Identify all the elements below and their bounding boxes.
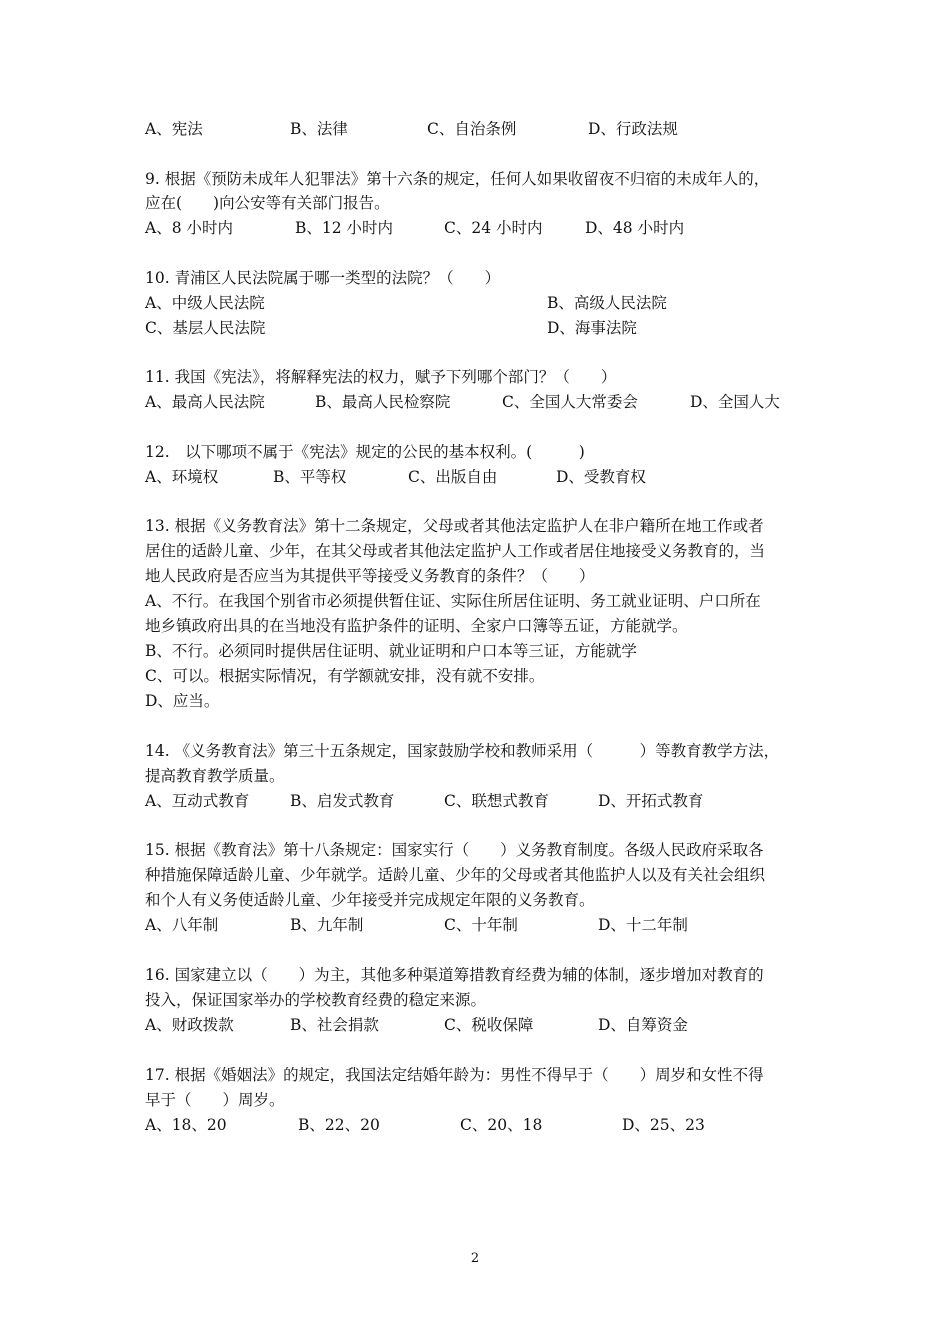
q15-text-line-3: 和个人有义务使适龄儿童、少年接受并完成规定年限的义务教育。 [145,891,595,909]
q8-option-c: C、自治条例 [427,120,517,138]
q17-text-line-1: 17. 根据《婚姻法》的规定，我国法定结婚年龄为：男性不得早于（ ）周岁和女性不得 [145,1066,764,1084]
page-number: 2 [470,1251,480,1266]
q8-option-a: A、宪法 [145,120,203,138]
q16-option-c: C、税收保障 [444,1016,534,1034]
q15-option-a: A、八年制 [145,916,219,934]
q13-option-a-line-1: A、不行。在我国个别省市必须提供暂住证、实际住所居住证明、务工就业证明、户口所在 [145,592,761,610]
q14-option-b: B、启发式教育 [290,792,395,810]
q9-option-a: A、8 小时内 [145,219,233,237]
q11-text-line-1: 11. 我国《宪法》，将解释宪法的权力，赋予下列哪个部门？（ ） [145,368,617,386]
q9-option-c: C、24 小时内 [444,219,543,237]
q12-option-a: A、环境权 [145,468,219,486]
q12-option-b: B、平等权 [273,468,347,486]
q12-option-c: C、出版自由 [408,468,498,486]
q15-text-line-2: 种措施保障适龄儿童、少年就学。适龄儿童、少年的父母或者其他监护人以及有关社会组织 [145,866,766,884]
q12-text-line-1: 12. 以下哪项不属于《宪法》规定的公民的基本权利。( ) [145,443,585,461]
q17-option-b: B、22、20 [298,1116,380,1134]
q16-option-a: A、财政拨款 [145,1016,234,1034]
q16-text-line-1: 16. 国家建立以（ ）为主，其他多种渠道筹措教育经费为辅的体制，逐步增加对教育的 [145,966,764,984]
q15-option-c: C、十年制 [444,916,518,934]
q13-option-a-line-2: 地乡镇政府出具的在当地没有监护条件的证明、全家户口簿等五证，方能就学。 [145,617,688,635]
q13-text-line-2: 居住的适龄儿童、少年，在其父母或者其他法定监护人工作或者居住地接受义务教育的，当 [145,542,766,560]
q16-option-b: B、社会捐款 [290,1016,379,1034]
q9-text-line-2: 应在( )向公安等有关部门报告。 [145,194,390,212]
q14-text-line-1: 14. 《义务教育法》第三十五条规定，国家鼓励学校和教师采用（ ）等教育教学方法， [145,742,780,760]
q15-option-b: B、九年制 [290,916,364,934]
q15-text-line-1: 15. 根据《教育法》第十八条规定：国家实行（ ）义务教育制度。各级人民政府采取各 [145,841,764,859]
q14-option-d: D、开拓式教育 [598,792,704,810]
q10-option-d: D、海事法院 [547,319,637,337]
q17-text-line-2: 早于（ ）周岁。 [145,1091,285,1109]
q11-option-b: B、最高人民检察院 [315,393,451,411]
q10-option-c: C、基层人民法院 [145,319,266,337]
q15-option-d: D、十二年制 [598,916,688,934]
q13-text-line-3: 地人民政府是否应当为其提供平等接受义务教育的条件？（ ） [145,567,595,585]
q9-option-d: D、48 小时内 [585,219,685,237]
q17-option-d: D、25、23 [622,1116,705,1134]
q13-option-c: C、可以。根据实际情况，有学额就安排，没有就不安排。 [145,667,545,685]
q17-option-c: C、20、18 [460,1116,543,1134]
q10-text-line-1: 10. 青浦区人民法院属于哪一类型的法院？（ ） [145,269,501,287]
q11-option-c: C、全国人大常委会 [502,393,638,411]
q14-option-a: A、互动式教育 [145,792,250,810]
q17-option-a: A、18、20 [145,1116,227,1134]
q16-text-line-2: 投入，保证国家举办的学校教育经费的稳定来源。 [145,991,487,1009]
q9-option-b: B、12 小时内 [295,219,394,237]
q14-option-c: C、联想式教育 [444,792,549,810]
q8-option-d: D、行政法规 [588,120,678,138]
q16-option-d: D、自筹资金 [598,1016,688,1034]
q11-option-d: D、全国人大 [690,393,780,411]
q13-option-b: B、不行。必须同时提供居住证明、就业证明和户口本等三证，方能就学 [145,642,637,660]
q14-text-line-2: 提高教育教学质量。 [145,767,285,785]
q13-text-line-1: 13. 根据《义务教育法》第十二条规定，父母或者其他法定监护人在非户籍所在地工作或者 [145,517,764,535]
q12-option-d: D、受教育权 [556,468,646,486]
q10-option-a: A、中级人民法院 [145,294,265,312]
q10-option-b: B、高级人民法院 [547,294,667,312]
q11-option-a: A、最高人民法院 [145,393,265,411]
q13-option-d: D、应当。 [145,692,220,710]
q8-option-b: B、法律 [290,120,348,138]
q9-text-line-1: 9. 根据《预防未成年人犯罪法》第十六条的规定，任何人如果收留夜不归宿的未成年人的， [145,170,770,188]
